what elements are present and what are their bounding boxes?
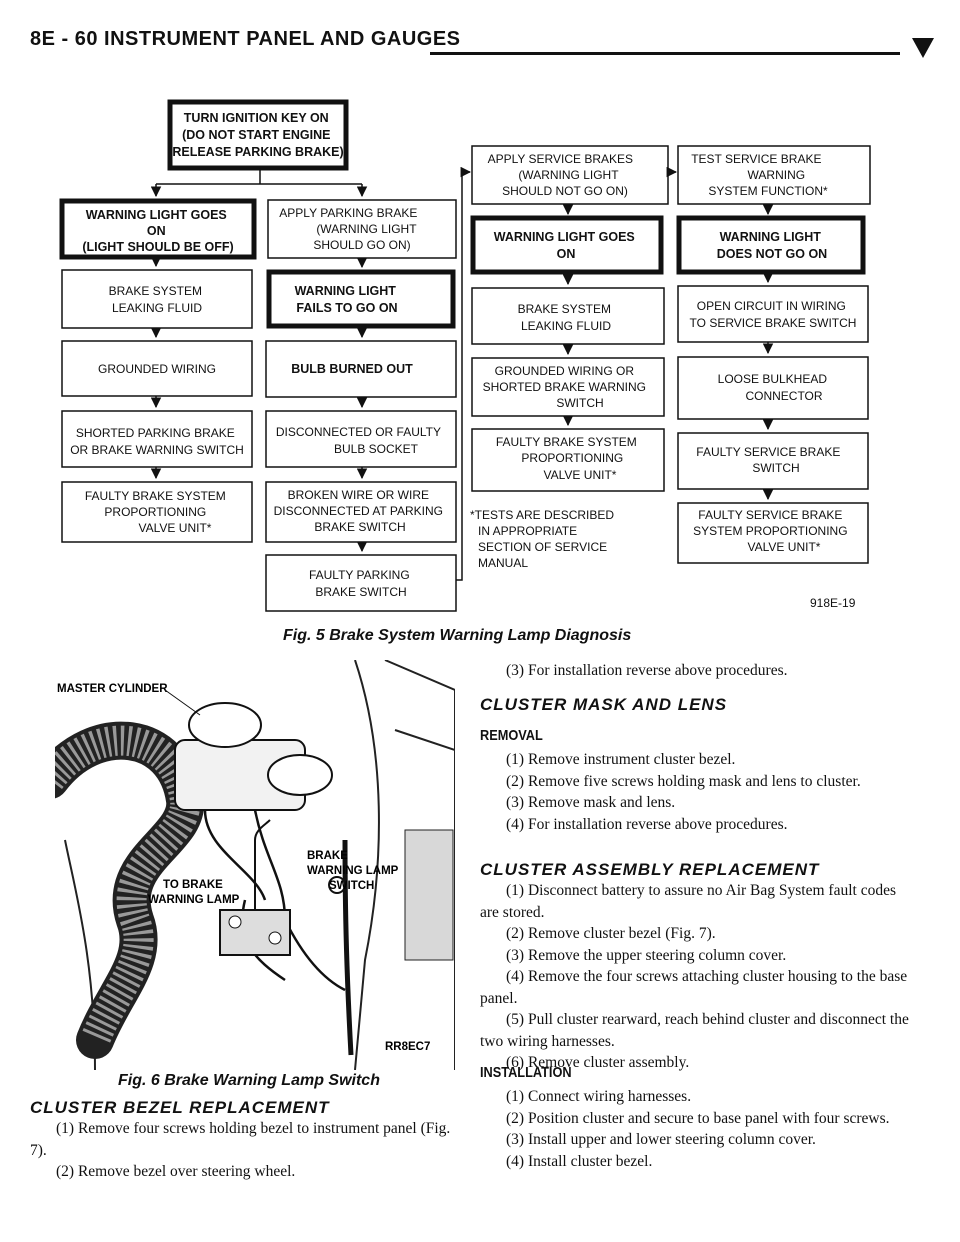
flow-c1-text2: BRAKE SYSTEM LEAKING FLUID bbox=[108, 284, 203, 315]
flow-c4-text3: OPEN CIRCUIT IN WIRING TO SERVICE BRAKE SWITCH bbox=[689, 299, 857, 330]
reservoir-cap-2 bbox=[268, 755, 332, 795]
flow-c4-text1: TEST SERVICE BRAKE WARNING SYSTEM FUNCTION* bbox=[691, 152, 828, 198]
flow-c2-text6: FAULTY PARKING BRAKE SWITCH bbox=[308, 568, 410, 599]
illustration-code: RR8EC7 bbox=[385, 1041, 431, 1053]
flow-c1-text3: GROUNDED WIRING bbox=[98, 362, 216, 376]
flow-c3-text2: WARNING LIGHT GOES ON bbox=[493, 230, 635, 261]
install-step-4: (4) Install cluster bezel. bbox=[506, 1152, 653, 1170]
flow-c3-text5: FAULTY BRAKE SYSTEM PROPORTIONING VALVE UNIT* bbox=[495, 435, 637, 482]
install-steps bbox=[480, 1086, 910, 1172]
removal-label: REMOVAL bbox=[480, 727, 543, 744]
switch-fitting bbox=[229, 916, 241, 928]
left-text-column bbox=[30, 1118, 460, 1183]
flow-c4-text2: WARNING LIGHT DOES NOT GO ON bbox=[716, 230, 828, 261]
flow-c3-text1: APPLY SERVICE BRAKES (WARNING LIGHT SHOULD NOT GO ON) bbox=[487, 152, 634, 198]
flow-c1-box2 bbox=[62, 270, 252, 328]
assembly-step-6: (6) Remove cluster assembly. bbox=[506, 1054, 690, 1071]
mask-step-1: (1) Remove instrument cluster bezel. bbox=[506, 751, 736, 768]
flow-c2-box4 bbox=[266, 411, 456, 467]
heading-cluster-bezel: CLUSTER BEZEL REPLACEMENT bbox=[30, 1098, 330, 1117]
flow-c4-box3 bbox=[678, 286, 868, 342]
flow-c3-box2 bbox=[473, 218, 661, 272]
flow-figure-code: 918E-19 bbox=[810, 596, 856, 610]
flow-c2-text4: DISCONNECTED OR FAULTY BULB SOCKET bbox=[275, 425, 441, 456]
flow-c4-text5: FAULTY SERVICE BRAKE SWITCH bbox=[696, 445, 841, 475]
flow-c2-text5: BROKEN WIRE OR WIRE DISCONNECTED AT PARKING BRAKE SWITCH bbox=[273, 488, 444, 534]
flow-c2-box2 bbox=[269, 272, 453, 326]
flow-c3-text4: GROUNDED WIRING OR SHORTED BRAKE WARNING SWITCH bbox=[482, 364, 647, 410]
assembly-step-1: (1) Disconnect battery to assure no Air Bag System fault codes are stored. bbox=[480, 882, 896, 921]
assembly-steps bbox=[480, 880, 910, 1074]
assembly-step-4: (4) Remove the four screws attaching cluster housing to the base panel. bbox=[480, 968, 908, 1007]
flow-c4-box2 bbox=[679, 218, 863, 272]
flow-c2-text1: APPLY PARKING BRAKE (WARNING LIGHT SHOULD GO ON) bbox=[279, 206, 418, 252]
flow-c2-text2: WARNING LIGHT FAILS TO GO ON bbox=[294, 284, 398, 315]
page-header-title: 8E - 60 INSTRUMENT PANEL AND GAUGES bbox=[30, 28, 461, 50]
flow-c1-text1: WARNING LIGHT GOES ON (LIGHT SHOULD BE OFF) bbox=[82, 208, 234, 254]
fig5-caption: Fig. 5 Brake System Warning Lamp Diagnosis bbox=[283, 627, 632, 644]
install-step-2: (2) Position cluster and secure to base panel with four screws. bbox=[506, 1109, 890, 1127]
flow-footnote: *TESTS ARE DESCRIBED IN APPROPRIATE SECTION OF SERVICE MANUAL bbox=[470, 508, 615, 570]
mask-step-3: (3) Remove mask and lens. bbox=[506, 794, 676, 811]
label-master-cylinder: MASTER CYLINDER bbox=[57, 683, 168, 695]
installation-label: INSTALLATION bbox=[480, 1064, 572, 1081]
flow-c1-text5: FAULTY BRAKE SYSTEM PROPORTIONING VALVE UNIT* bbox=[84, 489, 226, 535]
install-step-3: (3) Install upper and lower steering column cover. bbox=[506, 1131, 816, 1148]
bezel-step-3: (3) For installation reverse above procedures. bbox=[506, 662, 788, 679]
label-brake-warning-lamp-switch: BRAKE WARNING LAMP SWITCH bbox=[307, 850, 399, 892]
right-text-top bbox=[480, 660, 910, 682]
flow-c4-box4 bbox=[678, 357, 868, 419]
assembly-step-2: (2) Remove cluster bezel (Fig. 7). bbox=[506, 925, 716, 942]
flow-c2-box6 bbox=[266, 555, 456, 611]
flow-c2-text3: BULB BURNED OUT bbox=[291, 362, 413, 376]
install-step-1: (1) Connect wiring harnesses. bbox=[506, 1088, 692, 1105]
assembly-step-3: (3) Remove the upper steering column cover. bbox=[506, 946, 787, 964]
flow-c1-text4: SHORTED PARKING BRAKE OR BRAKE WARNING SWITCH bbox=[70, 426, 244, 457]
right-hatch-area bbox=[405, 830, 453, 960]
flow-c4-text6: FAULTY SERVICE BRAKE SYSTEM PROPORTIONING VALVE UNIT* bbox=[693, 508, 848, 554]
reservoir-cap-1 bbox=[189, 703, 261, 747]
bezel-step-2: (2) Remove bezel over steering wheel. bbox=[56, 1163, 296, 1180]
heading-cluster-mask: CLUSTER MASK AND LENS bbox=[480, 695, 728, 714]
fig6-caption: Fig. 6 Brake Warning Lamp Switch bbox=[118, 1072, 380, 1089]
flow-start-text: TURN IGNITION KEY ON (DO NOT START ENGINE RELEASE PARKING BRAKE) bbox=[172, 111, 344, 159]
mask-step-2: (2) Remove five screws holding mask and lens to cluster. bbox=[506, 772, 861, 790]
warning-lamp-switch bbox=[220, 910, 290, 955]
flow-c3-box3 bbox=[472, 288, 664, 344]
brake-warning-lamp-illustration bbox=[55, 660, 455, 1070]
mask-steps bbox=[480, 749, 910, 835]
flow-c4-text4: LOOSE BULKHEAD CONNECTOR bbox=[717, 372, 828, 403]
bezel-step-1: (1) Remove four screws holding bezel to instrument panel (Fig. 7). bbox=[30, 1120, 451, 1159]
switch-fitting bbox=[269, 932, 281, 944]
flow-connector-line bbox=[456, 172, 470, 580]
heading-cluster-assembly: CLUSTER ASSEMBLY REPLACEMENT bbox=[480, 860, 820, 879]
mask-step-4: (4) For installation reverse above procedures. bbox=[506, 815, 788, 833]
label-to-brake-warning-lamp: TO BRAKE WARNING LAMP bbox=[148, 879, 240, 906]
assembly-step-5: (5) Pull cluster rearward, reach behind cluster and disconnect the two wiring harnesses. bbox=[480, 1011, 909, 1050]
flow-c3-text3: BRAKE SYSTEM LEAKING FLUID bbox=[517, 302, 612, 333]
